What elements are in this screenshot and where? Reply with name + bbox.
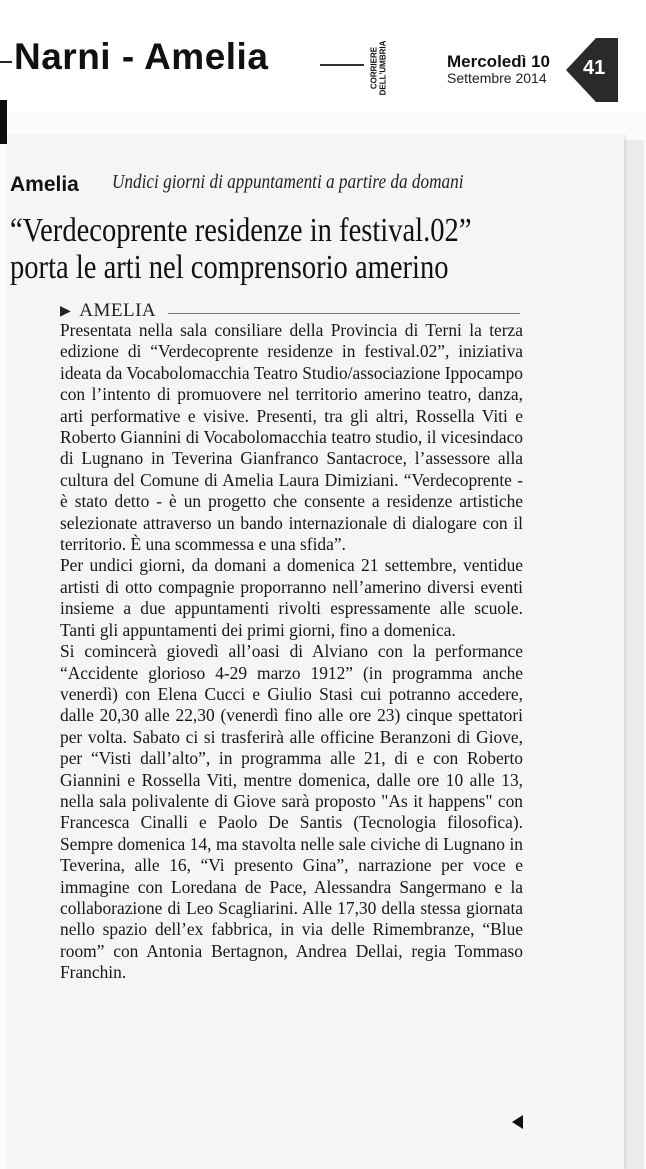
dateline-arrow-icon: ▶ bbox=[60, 304, 72, 319]
page-edge-bar bbox=[0, 100, 7, 144]
masthead-line: DELL'UMBRIA bbox=[378, 40, 388, 96]
section-title: Narni - Amelia bbox=[14, 36, 269, 77]
article-paragraph: Per undici giorni, da domani a domenica 21 settembre, ventidue artisti di otto compagnie proporranno nell’amerino diversi eventi insieme a due appuntamenti rivolti espressamente alle scuole. Tanti gli appuntamenti dei primi giorni, fino a domenica. bbox=[60, 555, 523, 640]
dateline bbox=[60, 300, 156, 322]
headline-line: “Verdecoprente residenze in festival.02” bbox=[10, 212, 472, 249]
article-paragraph: Presentata nella sala consiliare della Provincia di Terni la terza edizione di “Verdecoprente residenze in festival.02”, iniziativa ideata da Vocabolomacchia Teatro Studio/associazione Ippocampo con l’intento di promuovere nel territorio amerino teatro, danza, arti performative e visive. Presenti, tra gli altri, Rossella Viti e Roberto Giannini di Vocabolomacchia teatro studio, il vicesindaco di Lugnano in Teverina Gianfranco Santacroce, l’assessore alla cultura del Comune di Amelia Laura Dimiziani. “Verdecoprente - è stato detto - è un progetto che consente a residenze artistiche selezionate attraverso un bando internazionale di dialogare con il territorio. È una scommessa e una sfida”. bbox=[60, 320, 523, 555]
dateline-rule bbox=[168, 313, 520, 314]
kicker-text: Undici giorni di appuntamenti a partire da domani bbox=[112, 171, 464, 193]
headline bbox=[10, 212, 570, 286]
article-paragraph: Si comincerà giovedì all’oasi di Alviano con la performance “Accidente glorioso 4-29 marzo 1912” (in programma anche venerdì) con Elena Cucci e Giulio Stasi cui potranno accedere, dalle 20,30 alle 22,30 (venerdì fino alle ore 23) cinque spettatori per volta. Sabato ci si trasferirà alle officine Beranzoni di Giove, per “Visti dall’alto”, in programma alle 21, di e con Roberto Giannini e Rossella Viti, mentre domenica, dalle ore 10 alle 13, nella sala polivalente di Giove sarà proposto "As it happens" con Francesca Cinalli e Paolo De Santis (Tecnologia filosofica). Sempre domenica 14, ma stavolta nelle sale civiche di Lugnano in Teverina, alle 16, “Vi presento Gina”, narrazione per voce e immagine con Loredana de Pace, Alessandra Sangermano e la collaborazione di Leo Scagliarini. Alle 17,30 della stessa giornata nello spazio dell’ex fabbrica, in via delle Rimembranze, “Blue room” con Antonia Bertagnon, Andrea Dellai, regia Tommaso Franchin. bbox=[60, 641, 523, 983]
article-body bbox=[60, 320, 523, 984]
masthead-logo bbox=[352, 36, 404, 100]
dateline-text: AMELIA bbox=[79, 300, 157, 321]
page-number: 41 bbox=[583, 57, 606, 79]
kicker-place: Amelia bbox=[10, 173, 79, 196]
header-rule-left bbox=[0, 61, 12, 63]
issue-date-day: Mercoledì 10 bbox=[447, 52, 550, 71]
masthead-line: CORRIERE bbox=[369, 46, 379, 90]
issue-date-month: Settembre 2014 bbox=[447, 70, 547, 86]
end-of-article-icon bbox=[512, 1115, 523, 1129]
headline-line: porta le arti nel comprensorio amerino bbox=[10, 249, 449, 286]
